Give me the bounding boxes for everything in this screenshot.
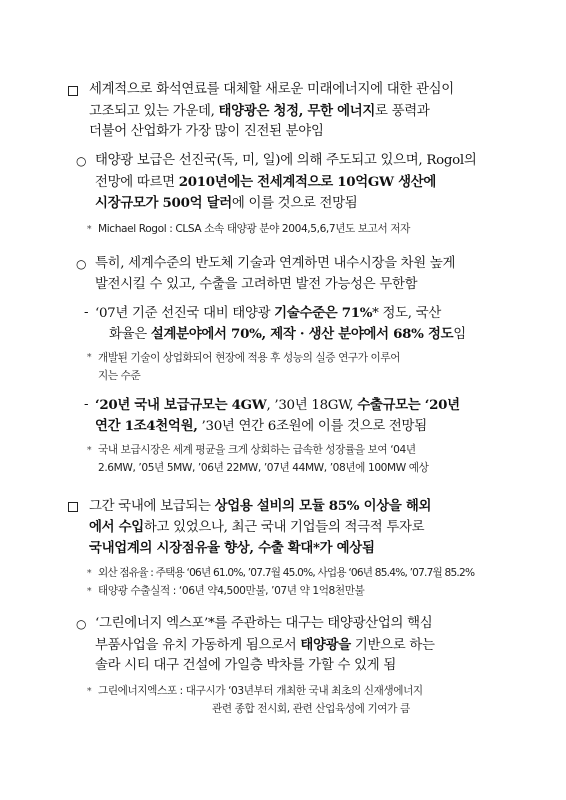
text-line: ‘20년 국내 보급규모는 4GW, ’30년 18GW, 수출규모는 ‘20년 bbox=[95, 397, 460, 413]
asterisk-icon: * bbox=[87, 687, 92, 697]
text-line: 에서 수입하고 있었으나, 최근 국내 기업들의 적극적 투자로 bbox=[89, 519, 425, 535]
footnote: Michael Rogol : CLSA 소속 태양광 분야 2004,5,6,7년도 보고서 저자 bbox=[98, 223, 410, 235]
circle-bullet-icon: ○ bbox=[76, 257, 87, 271]
footnote: 개발된 기술이 상업화되어 현장에 적용 후 성능의 실증 연구가 이루어 bbox=[98, 352, 401, 364]
dash-bullet-icon: - bbox=[84, 397, 89, 412]
asterisk-icon: * bbox=[87, 569, 92, 579]
footnote: 지는 수준 bbox=[98, 370, 141, 382]
text-line: 더불어 산업화가 가장 많이 진전된 분야임 bbox=[89, 124, 324, 139]
circle-bullet-icon: ○ bbox=[76, 617, 87, 631]
text-line: 전망에 따르면 2010년에는 전세계적으로 10억GW 생산에 bbox=[95, 174, 437, 190]
text-line: 솔라 시티 대구 건설에 가일층 박차를 가할 수 있게 됨 bbox=[95, 658, 396, 673]
text-line: 고조되고 있는 가운데, 태양광은 청정, 무한 에너지로 풍력과 bbox=[89, 103, 430, 119]
text-line: 연간 1조4천억원, ’30년 연간 6조원에 이를 것으로 전망됨 bbox=[95, 418, 427, 434]
asterisk-icon: * bbox=[87, 225, 92, 235]
asterisk-icon: * bbox=[87, 446, 92, 456]
text-line: 부품사업을 유치 가동하게 됨으로서 태양광을 기반으로 하는 bbox=[95, 637, 435, 653]
text-line: 국내업계의 시장점유율 향상, 수출 확대*가 예상됨 bbox=[89, 540, 375, 556]
text-line: ‘그린에너지 엑스포’*를 주관하는 대구는 태양광산업의 핵심 bbox=[95, 616, 433, 631]
footnote: 관련 종합 전시회, 관련 산업육성에 기여가 큼 bbox=[212, 703, 410, 715]
text-line: 특히, 세계수준의 반도체 기술과 연계하면 내수시장을 차원 높게 bbox=[95, 256, 456, 271]
text-line: 시장규모가 500억 달러에 이를 것으로 전망됨 bbox=[95, 195, 358, 211]
circle-bullet-icon: ○ bbox=[76, 154, 87, 168]
text-line: 태양광 보급은 선진국(독, 미, 일)에 의해 주도되고 있으며, Rogol의 bbox=[95, 153, 477, 168]
text-line: 화율은 설계분야에서 70%, 제작 · 생산 분야에서 68% 정도임 bbox=[109, 326, 466, 342]
asterisk-icon: * bbox=[87, 587, 92, 597]
square-bullet-icon bbox=[68, 86, 78, 96]
square-bullet-icon bbox=[68, 502, 78, 512]
asterisk-icon: * bbox=[87, 353, 92, 363]
footnote: 국내 보급시장은 세계 평균을 크게 상회하는 급속한 성장률을 보여 ‘04년 bbox=[98, 444, 416, 456]
footnote: 2.6MW, ’05년 5MW, ’06년 22MW, ’07년 44MW, ’08년에 100MW 예상 bbox=[98, 462, 429, 474]
dash-bullet-icon: - bbox=[84, 305, 89, 320]
footnote: 태양광 수출실적 : ‘06년 약4,500만불, ’07년 약 1억8천만불 bbox=[98, 585, 365, 597]
text-line: ‘07년 기준 선진국 대비 태양광 기술수준은 71%* 정도, 국산 bbox=[95, 305, 441, 321]
footnote: 외산 점유율 : 주택용 ‘06년 61.0%, ’07.7월 45.0%, 사업용 ‘06년 85.4%, ’07.7월 85.2% bbox=[98, 567, 475, 579]
text-line: 발전시킬 수 있고, 수출을 고려하면 발전 가능성은 무한함 bbox=[95, 277, 418, 292]
text-line: 세계적으로 화석연료를 대체할 새로운 미래에너지에 대한 관심이 bbox=[89, 82, 454, 97]
text-line: 그간 국내에 보급되는 상업용 설비의 모듈 85% 이상을 해외 bbox=[89, 498, 432, 514]
footnote: 그린에너지엑스포 : 대구시가 ‘03년부터 개최한 국내 최초의 신재생에너지 bbox=[98, 685, 423, 697]
